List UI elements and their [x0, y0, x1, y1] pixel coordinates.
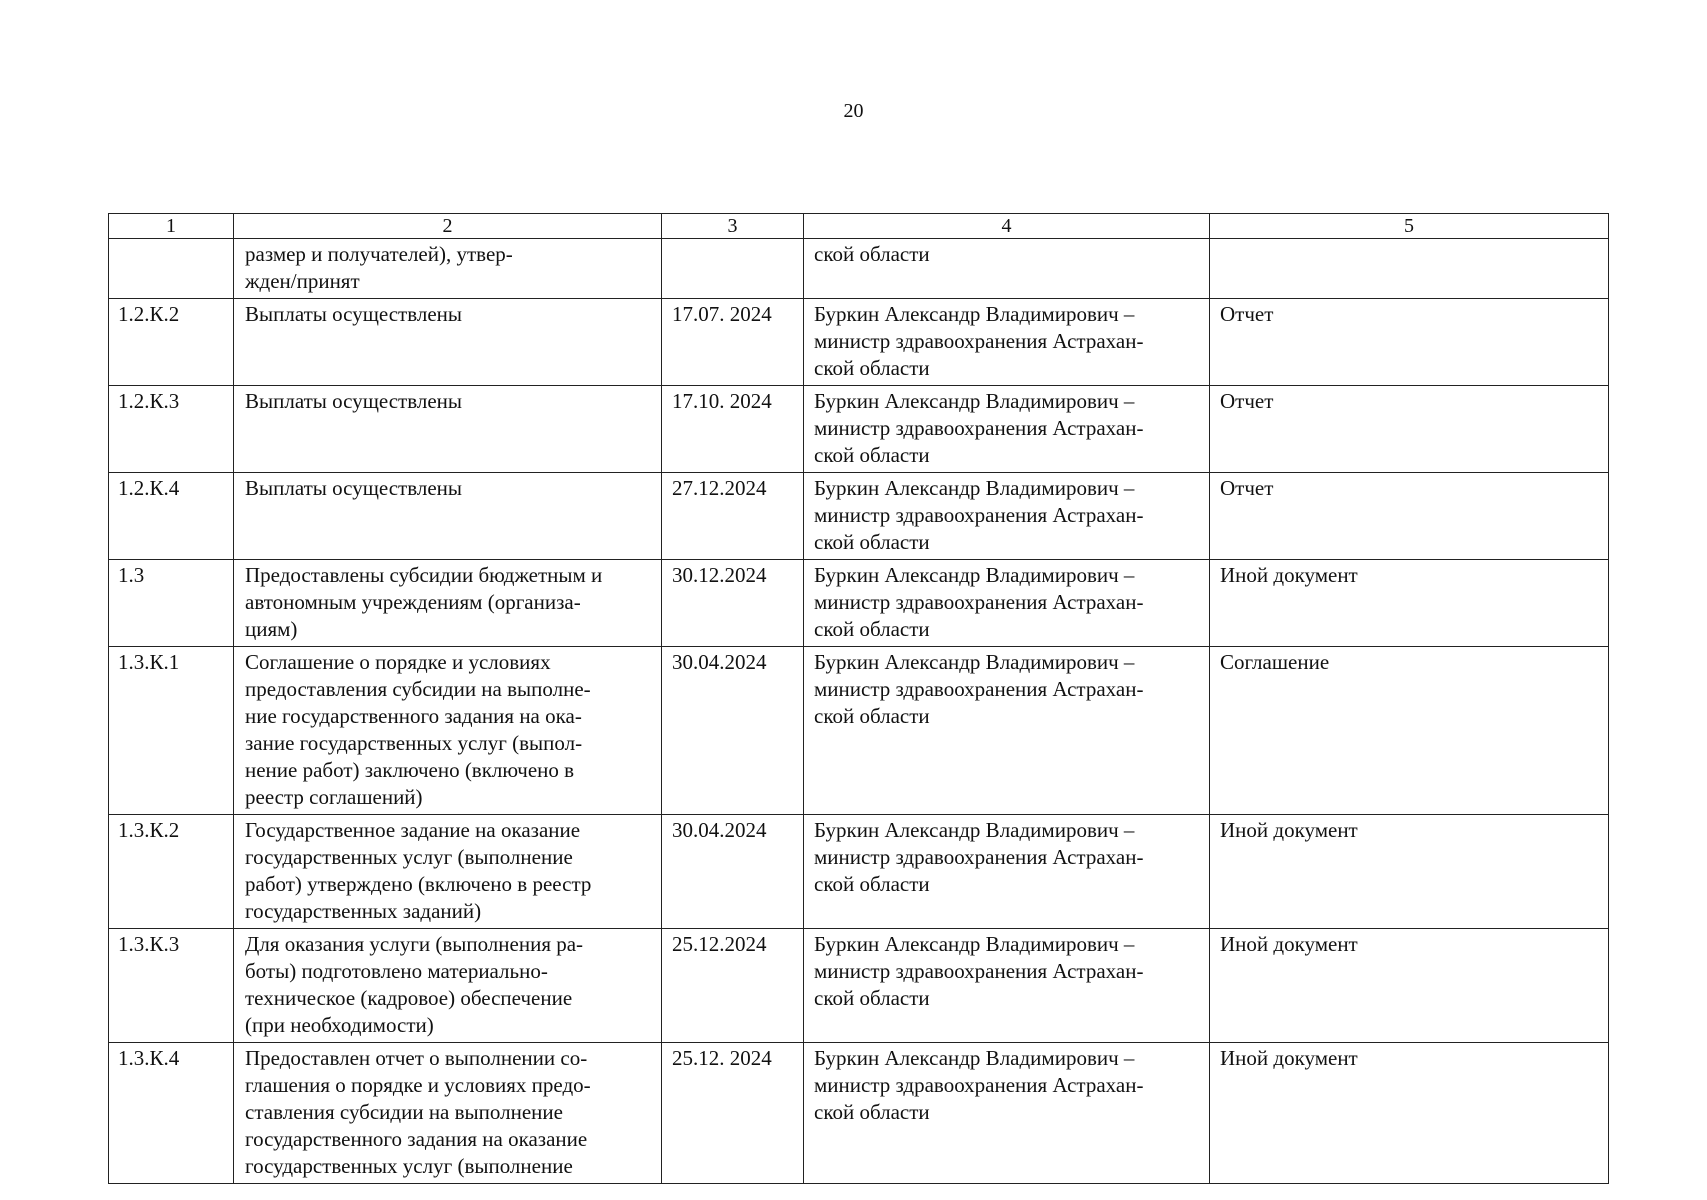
cell-id: 1.3.К.4 — [109, 1043, 234, 1184]
cell-date: 17.10. 2024 — [662, 386, 804, 473]
table-row — [109, 299, 1609, 386]
cell-date: 30.04.2024 — [662, 815, 804, 929]
cell-result: Выплаты осуществлены — [234, 299, 662, 386]
cell-date — [662, 239, 804, 299]
cell-result: Для оказания услуги (выполнения ра- боты) подготовлено материально- техническое (кадровое) обеспечение (при необходимости) — [234, 929, 662, 1043]
table-row — [109, 815, 1609, 929]
table-row — [109, 929, 1609, 1043]
cell-id: 1.2.К.2 — [109, 299, 234, 386]
table-row — [109, 386, 1609, 473]
cell-id: 1.2.К.4 — [109, 473, 234, 560]
cell-document: Иной документ — [1210, 560, 1609, 647]
cell-responsible: ской области — [804, 239, 1210, 299]
column-header-4: 4 — [804, 214, 1210, 239]
page-number: 20 — [843, 100, 864, 122]
cell-date: 17.07. 2024 — [662, 299, 804, 386]
cell-result: Предоставлены субсидии бюджетным и автономным учреждениям (организа- циям) — [234, 560, 662, 647]
cell-document: Отчет — [1210, 473, 1609, 560]
cell-id: 1.3.К.3 — [109, 929, 234, 1043]
table-row — [109, 239, 1609, 299]
cell-result: Предоставлен отчет о выполнении со- глашения о порядке и условиях предо- ставления субсидии на выполнение государственного задания на оказание государственных услуг (выполнение — [234, 1043, 662, 1184]
cell-responsible: Буркин Александр Владимирович – министр здравоохранения Астрахан- ской области — [804, 473, 1210, 560]
cell-document: Иной документ — [1210, 815, 1609, 929]
document-table — [108, 213, 1609, 1184]
cell-document: Иной документ — [1210, 1043, 1609, 1184]
table-body — [109, 239, 1609, 1184]
cell-date: 25.12.2024 — [662, 929, 804, 1043]
cell-result: Выплаты осуществлены — [234, 473, 662, 560]
cell-result: Государственное задание на оказание государственных услуг (выполнение работ) утверждено (включено в реестр государственных заданий) — [234, 815, 662, 929]
cell-document: Отчет — [1210, 299, 1609, 386]
cell-date: 30.12.2024 — [662, 560, 804, 647]
column-header-5: 5 — [1210, 214, 1609, 239]
table-row — [109, 473, 1609, 560]
column-header-2: 2 — [234, 214, 662, 239]
cell-responsible: Буркин Александр Владимирович – министр здравоохранения Астрахан- ской области — [804, 1043, 1210, 1184]
cell-responsible: Буркин Александр Владимирович – министр здравоохранения Астрахан- ской области — [804, 299, 1210, 386]
cell-responsible: Буркин Александр Владимирович – министр здравоохранения Астрахан- ской области — [804, 929, 1210, 1043]
cell-id: 1.3.К.1 — [109, 647, 234, 815]
cell-document — [1210, 239, 1609, 299]
table-row — [109, 1043, 1609, 1184]
cell-date: 27.12.2024 — [662, 473, 804, 560]
table-row — [109, 647, 1609, 815]
cell-id: 1.2.К.3 — [109, 386, 234, 473]
cell-date: 25.12. 2024 — [662, 1043, 804, 1184]
table-row — [109, 560, 1609, 647]
header-row — [109, 214, 1609, 239]
cell-id: 1.3.К.2 — [109, 815, 234, 929]
cell-date: 30.04.2024 — [662, 647, 804, 815]
cell-responsible: Буркин Александр Владимирович – министр здравоохранения Астрахан- ской области — [804, 560, 1210, 647]
column-header-1: 1 — [109, 214, 234, 239]
cell-responsible: Буркин Александр Владимирович – министр здравоохранения Астрахан- ской области — [804, 386, 1210, 473]
cell-id: 1.3 — [109, 560, 234, 647]
cell-result: Соглашение о порядке и условиях предоставления субсидии на выполне- ние государственного задания на ока- зание государственных услуг (выпол- нение работ) заключено (включено в реестр соглашений) — [234, 647, 662, 815]
cell-document: Иной документ — [1210, 929, 1609, 1043]
cell-result: размер и получателей), утвер- жден/принят — [234, 239, 662, 299]
cell-id — [109, 239, 234, 299]
cell-responsible: Буркин Александр Владимирович – министр здравоохранения Астрахан- ской области — [804, 647, 1210, 815]
cell-document: Отчет — [1210, 386, 1609, 473]
cell-responsible: Буркин Александр Владимирович – министр здравоохранения Астрахан- ской области — [804, 815, 1210, 929]
column-header-3: 3 — [662, 214, 804, 239]
cell-result: Выплаты осуществлены — [234, 386, 662, 473]
cell-document: Соглашение — [1210, 647, 1609, 815]
